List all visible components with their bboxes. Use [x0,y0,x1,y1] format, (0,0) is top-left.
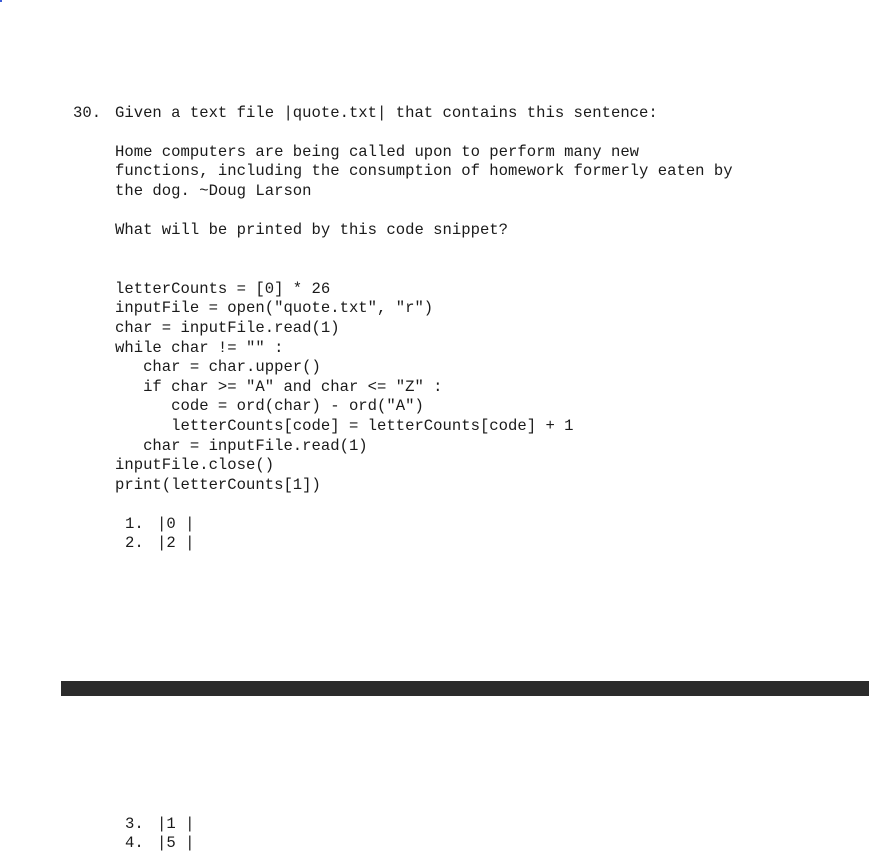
option-value: |1 | [157,815,195,833]
quote-line-3: the dog. ~Doug Larson [115,182,312,200]
code-line-9: char = inputFile.read(1) [115,437,368,455]
code-line-7: code = ord(char) - ord("A") [115,397,424,415]
question-prompt: Given a text file |quote.txt| that contains this sentence: [115,104,658,122]
page-break-bar [61,681,869,696]
quote-line-1: Home computers are being called upon to perform many new [115,143,640,161]
code-line-10: inputFile.close() [115,456,275,474]
option-value: |2 | [157,534,195,552]
option-value: |5 | [157,834,195,852]
question-ask: What will be printed by this code snippet? [115,221,509,239]
option-value: |0 | [157,515,195,533]
code-line-8: letterCounts[code] = letterCounts[code] + 1 [115,417,574,435]
code-line-1: letterCounts = [0] * 26 [115,280,331,298]
question-number: 30. [73,104,102,122]
code-line-11: print(letterCounts[1]) [115,476,321,494]
code-line-5: char = char.upper() [115,358,321,376]
code-line-2: inputFile = open("quote.txt", "r") [115,299,434,317]
code-line-3: char = inputFile.read(1) [115,319,340,337]
option-label: 1. [125,515,144,533]
quote-line-2: functions, including the consumption of homework formerly eaten by [115,162,733,180]
code-line-4: while char != "" : [115,339,284,357]
option-label: 2. [125,534,144,552]
code-line-6: if char >= "A" and char <= "Z" : [115,378,443,396]
corner-dot [0,0,2,2]
option-label: 3. [125,815,144,833]
option-label: 4. [125,834,144,852]
